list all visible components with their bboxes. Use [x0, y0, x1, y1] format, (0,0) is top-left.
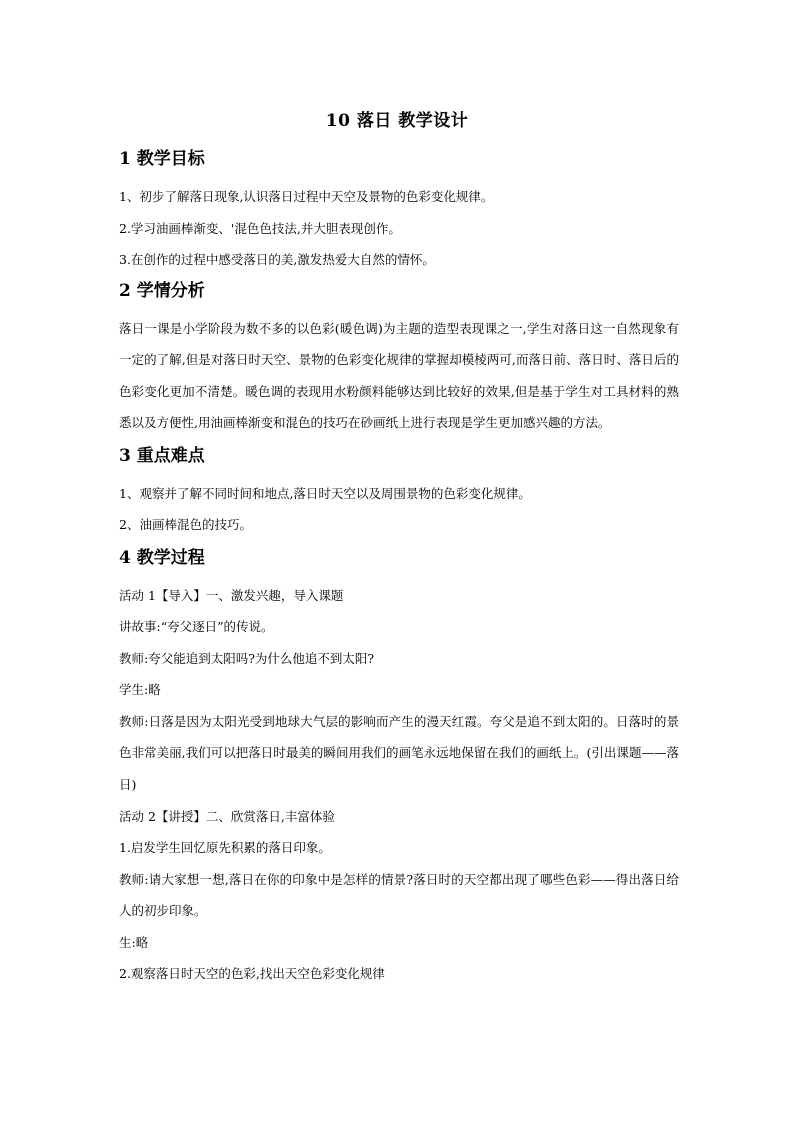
analysis-paragraph: 落日一课是小学阶段为数不多的以色彩(暖色调)为主题的造型表现课之一,学生对落日这一自然现象有一定的了解,但是对落日时天空、景物的色彩变化规律的掌握却模棱两可,而落日前、落日时、落日后的色彩变化更加不清楚。暖色调的表现用水粉颜料能够达到比较好的效果,但是基于学生对工具材料的熟悉以及方便性,用油画棒渐变和混色的技巧在砂画纸上进行表现是学生更加感兴趣的方法。: [119, 320, 679, 431]
section-heading-objectives: 1 教学目标: [119, 149, 205, 169]
process-paragraph: 教师:日落是因为太阳光受到地球大气层的影响而产生的漫天红霞。夸父是追不到太阳的。日落时的景色非常美丽,我们可以把落日时最美的瞬间用我们的画笔永远地保留在我们的画纸上。(引出课题——落日): [119, 713, 679, 793]
objective-line: 3.在创作的过程中感受落日的美,激发热爱大自然的情怀。: [119, 252, 435, 267]
process-line: 讲故事:“夸父逐日”的传说。: [119, 619, 274, 635]
document-body: [119, 147, 679, 990]
objective-line: 1、初步了解落日现象,认识落日过程中天空及景物的色彩变化规律。: [119, 189, 494, 204]
key-point-line: 1、观察并了解不同时间和地点,落日时天空以及周围景物的色彩变化规律。: [119, 485, 531, 501]
objective-line: 2.学习油画棒渐变、'混色色技法,并大胆表现创作。: [119, 220, 401, 236]
section-heading-analysis: 2 学情分析: [119, 280, 205, 301]
process-line: 生:略: [119, 934, 149, 950]
section-heading-key-points: 3 重点难点: [119, 445, 205, 466]
process-line: 教师:夸父能追到太阳吗?为什么他追不到太阳?: [119, 650, 375, 666]
process-line: 1.启发学生回忆原先积累的落日印象。: [119, 840, 331, 856]
process-line: 活动 1【导入】一、激发兴趣，导入课题: [119, 587, 344, 603]
process-line: 学生:略: [119, 682, 161, 698]
document-title: 10 落日 教学设计: [325, 111, 469, 131]
section-heading-process: 4 教学过程: [119, 547, 205, 568]
process-line: 2.观察落日时天空的色彩,找出天空色彩变化规律: [119, 966, 385, 982]
key-point-line: 2、油画棒混色的技巧。: [119, 517, 252, 533]
process-line: 活动 2【讲授】二、欣赏落日,丰富体验: [119, 808, 335, 824]
process-paragraph: 教师:请大家想一想,落日在你的印象中是怎样的情景?落日时的天空都出现了哪些色彩——得出落日给人的初步印象。: [119, 871, 679, 919]
